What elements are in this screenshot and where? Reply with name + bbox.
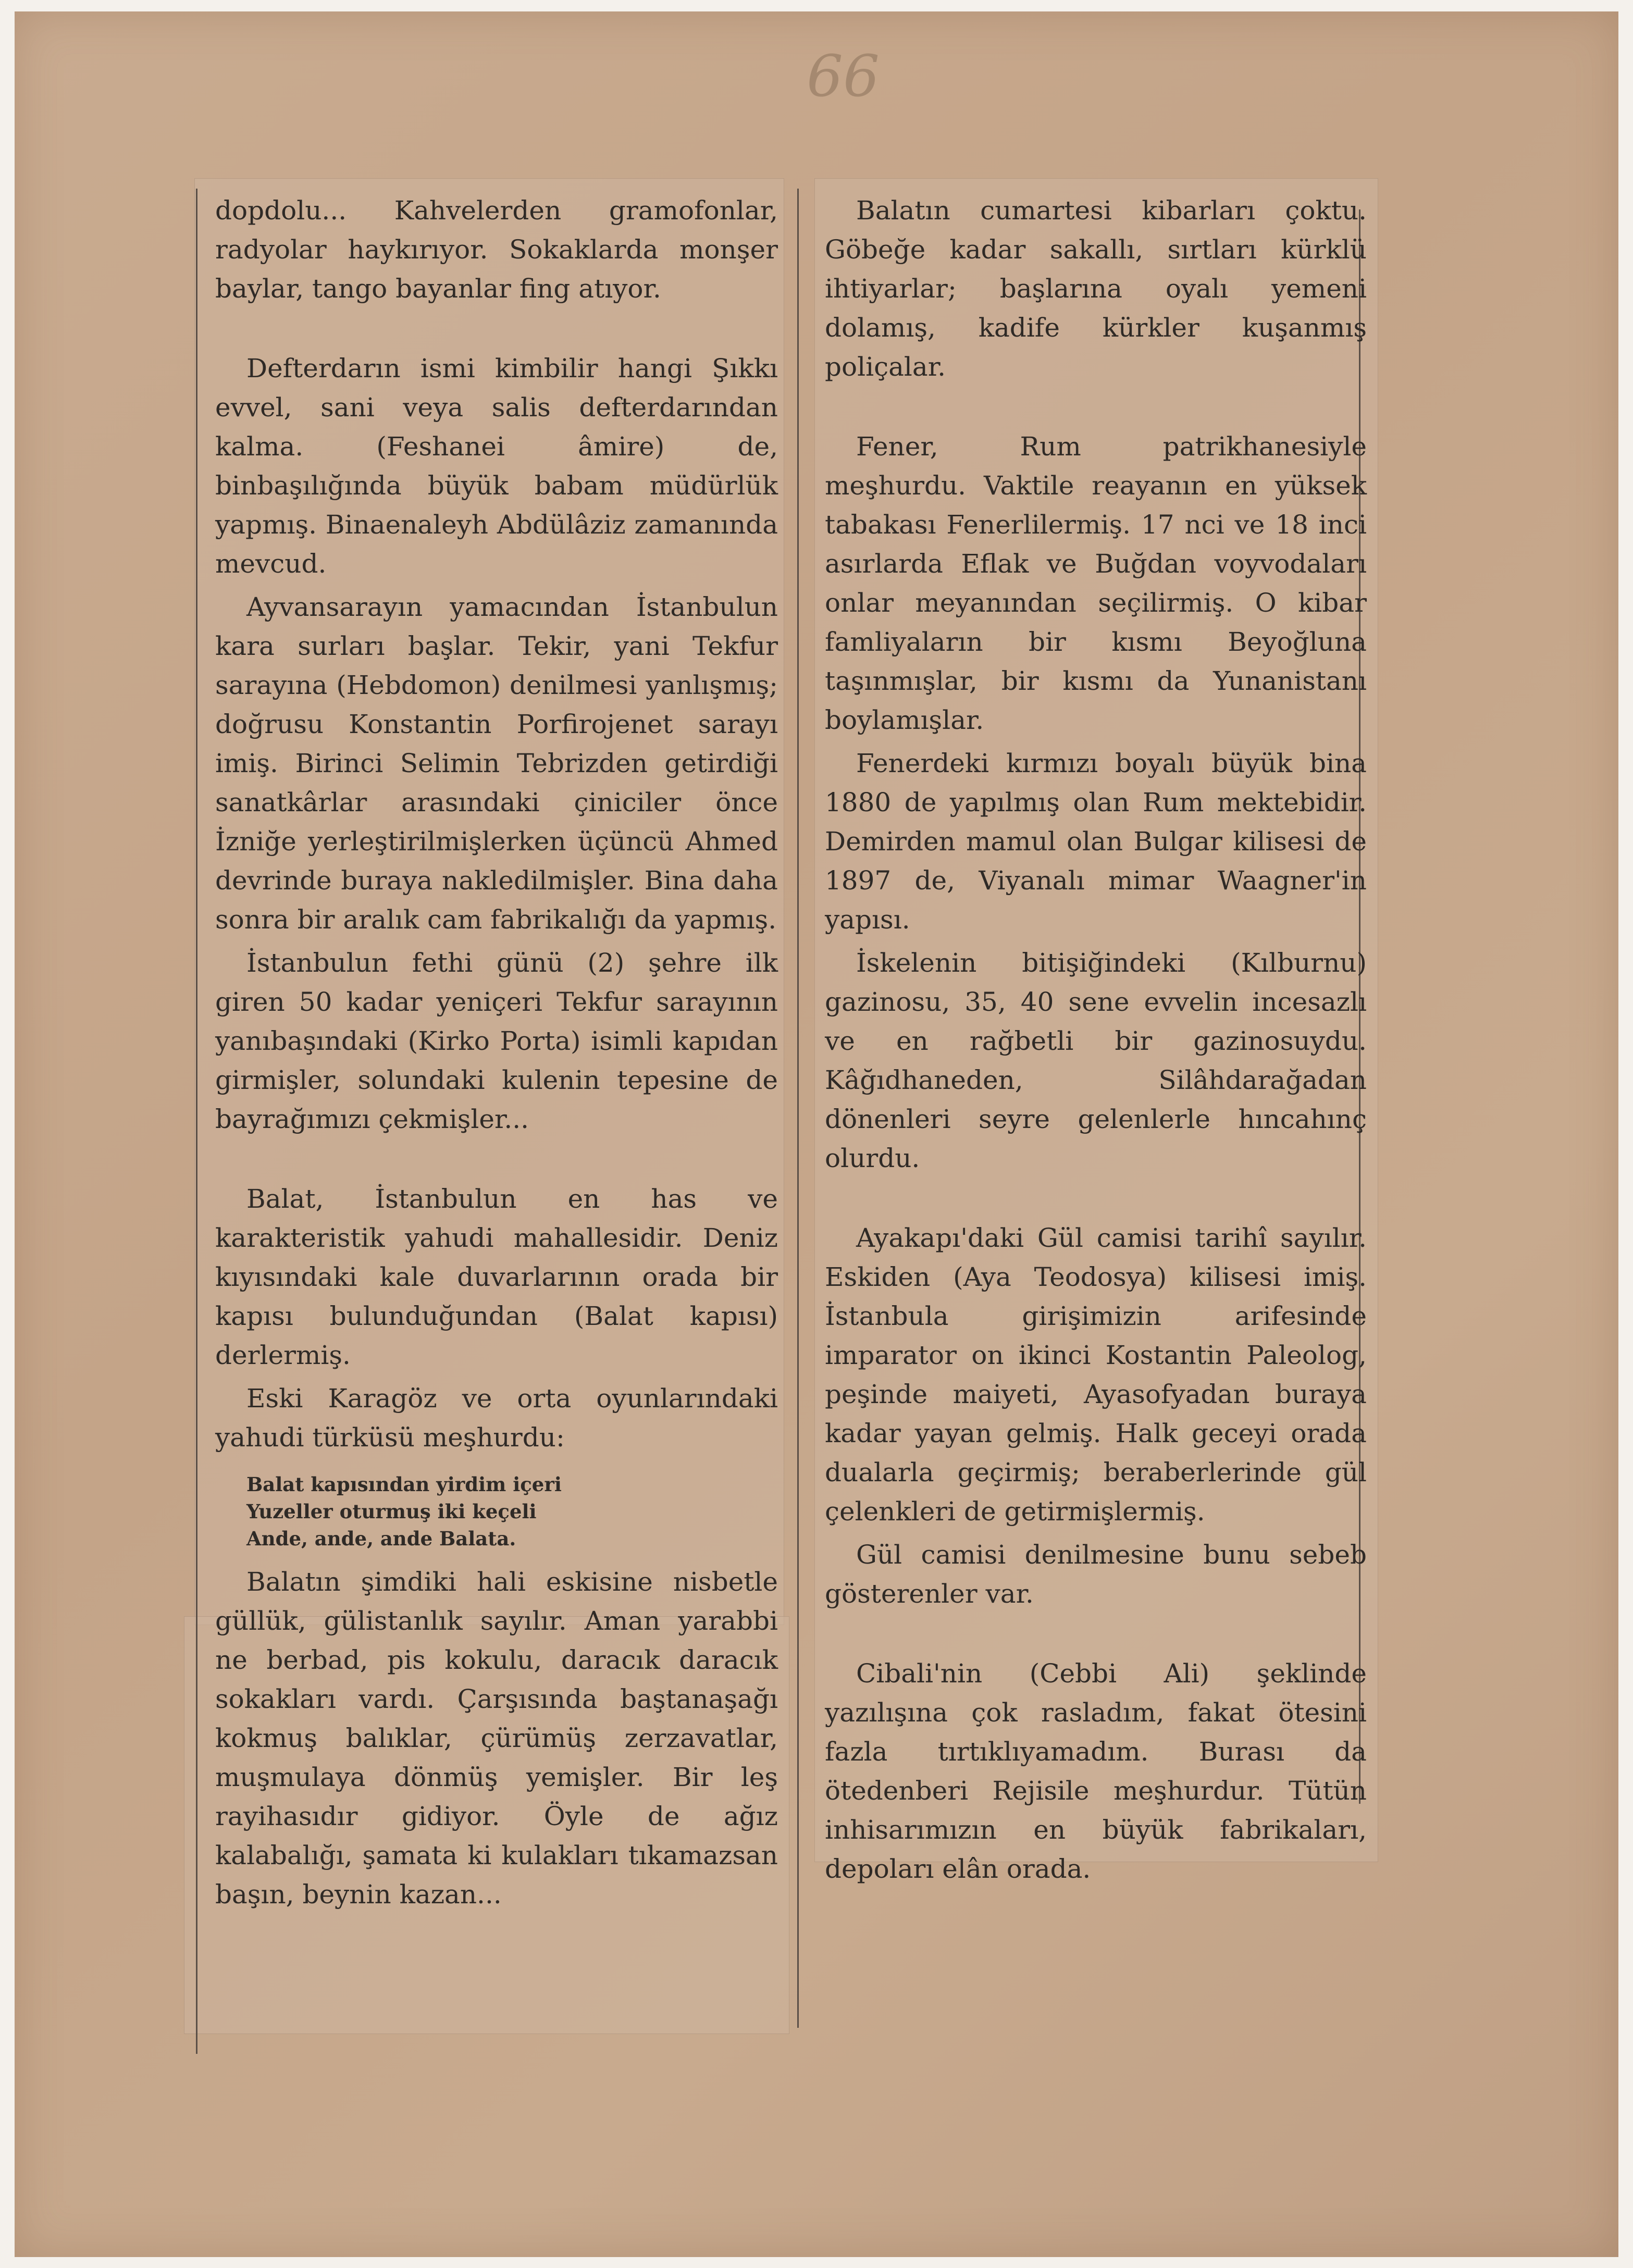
left-column xyxy=(215,191,778,1914)
paragraph: Ayvansarayın yamacından İstanbulun kara surları başlar. Tekir, yani Tekfur sarayına (Hebdomon) denilmesi yanlışmış; doğrusu Konstantin Porfirojenet sarayı imiş. Birinci Selimin Tebrizden getirdiği sanatkârlar arasındaki çiniciler önce İzniğe yerleştirilmişlerken üçüncü Ahmed devrinde buraya nakledilmişler. Bina daha sonra bir aralık cam fabrikalığı da yapmış. xyxy=(215,592,778,935)
paragraph: Balatın cumartesi kibarları çoktu. Göbeğe kadar sakallı, sırtları kürklü ihtiyarlar; başlarına oyalı yemeni dolamış, kadife kürkler kuşanmış poliçalar. xyxy=(825,195,1367,382)
paragraph: Cibali'nin (Cebbi Ali) şeklinde yazılışına çok rasladım, fakat ötesini fazla tırtıklıyamadım. Burası da ötedenberi Rejisile meşhurdur. Tütün inhisarımızın en büyük fabrikaları, depoları elân orada. xyxy=(825,1658,1367,1884)
paragraph: Balatın şimdiki hali eskisine nisbetle güllük, gülistanlık sayılır. Aman yarabbi ne berbad, pis kokulu, daracık daracık sokakları vardı. Çarşısında baştanaşağı kokmuş balıklar, çürümüş zerzavatlar, muşmulaya dönmüş yemişler. Bir leş rayihasıdır gidiyor. Öyle de ağız kalabalığı, şamata ki kulakları tıkamazsan başın, beynin kazan... xyxy=(215,1567,778,1910)
middle-column-rule xyxy=(797,189,799,2028)
paragraph: Fenerdeki kırmızı boyalı büyük bina 1880 de yapılmış olan Rum mektebidir. Demirden mamul olan Bulgar kilisesi de 1897 de, Viyanalı mimar Waagner'in yapısı. xyxy=(825,748,1367,935)
poem-line: Yuzeller oturmuş iki keçeli xyxy=(246,1500,537,1523)
poem-line: Ande, ande, ande Balata. xyxy=(246,1527,516,1550)
paragraph: İstanbulun fethi günü (2) şehre ilk giren 50 kadar yeniçeri Tekfur sarayının yanıbaşındaki (Kirko Porta) isimli kapıdan girmişler, solundaki kulenin tepesine de bayrağımızı çekmişler... xyxy=(215,948,778,1134)
paragraph: Fener, Rum patrikhanesiyle meşhurdu. Vaktile reayanın en yüksek tabakası Fenerlilermiş. 17 nci ve 18 inci asırlarda Eflak ve Buğdan voyvodaları onlar meyanından seçilirmiş. O kibar famliyaların bir kısmı Beyoğluna taşınmışlar, bir kısmı da Yunanistanı boylamışlar. xyxy=(825,431,1367,735)
paragraph: Defterdarın ismi kimbilir hangi Şıkkı evvel, sani veya salis defterdarından kalma. (Feshanei âmire) de, binbaşılığında büyük babam müdürlük yapmış. Binaenaleyh Abdülâziz zamanında mevcud. xyxy=(215,353,778,579)
paper-sheet xyxy=(15,11,1618,2257)
paragraph: Gül camisi denilmesine bunu sebeb gösterenler var. xyxy=(825,1540,1367,1609)
paragraph: dopdolu... Kahvelerden gramofonlar, radyolar haykırıyor. Sokaklarda monşer baylar, tango bayanlar fing atıyor. xyxy=(215,195,778,304)
paragraph: İskelenin bitişiğindeki (Kılburnu) gazinosu, 35, 40 sene evvelin incesazlı ve en rağbetli bir gazinosuydu. Kâğıdhaneden, Silâhdarağadan dönenleri seyre gelenlerle hıncahınç olurdu. xyxy=(825,948,1367,1173)
paragraph: Balat, İstanbulun en has ve karakteristik yahudi mahallesidir. Deniz kıyısındaki kale duvarlarının orada bir kapısı bulunduğundan (Balat kapısı) derlermiş. xyxy=(215,1184,778,1370)
right-column xyxy=(825,191,1367,1889)
poem-line: Balat kapısından yirdim içeri xyxy=(246,1473,562,1496)
left-column-rule xyxy=(196,189,197,2054)
paragraph: Ayakapı'daki Gül camisi tarihî sayılır. Eskiden (Aya Teodosya) kilisesi imiş. İstanbula girişimizin arifesinde imparator on ikinci Kostantin Paleolog, peşinde maiyeti, Ayasofyadan buraya kadar yayan gelmiş. Halk geceyi orada dualarla geçirmiş; beraberlerinde gül çelenkleri de getirmişlermiş. xyxy=(825,1223,1367,1527)
poem xyxy=(246,1471,778,1552)
paragraph: Eski Karagöz ve orta oyunlarındaki yahudi türküsü meşhurdu: xyxy=(215,1383,778,1453)
handwritten-page-number: 66 xyxy=(807,43,880,109)
